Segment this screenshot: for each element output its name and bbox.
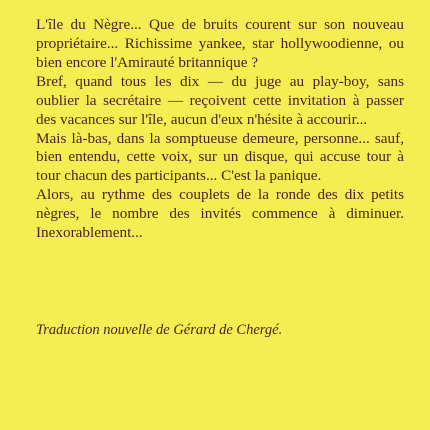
- blurb-paragraph-4: Alors, au rythme des couplets de la ronde des dix petits nègres, le nombre des invités commence à diminuer. Inexorablement...: [36, 186, 404, 242]
- blurb-paragraph-1: L'île du Nègre... Que de bruits courent sur son nouveau propriétaire... Richissime yankee, star hollywoodienne, ou bien encore l'Amirauté britannique ?: [36, 16, 404, 71]
- blurb-paragraph-3: Mais là-bas, dans la somptueuse demeure, personne... sauf, bien entendu, cette voix, sur un disque, qui accuse tour à tour chacun des participants... C'est la panique.: [36, 129, 404, 185]
- blurb-paragraph-2: Bref, quand tous les dix — du juge au play-boy, sans oublier la secrétaire — reçoivent cette invitation à passer des vacances sur l'île, aucun d'eux n'hésite à accourir...: [36, 72, 404, 128]
- translation-credit: Traduction nouvelle de Gérard de Chergé.: [36, 322, 283, 338]
- blurb-text: [36, 16, 404, 243]
